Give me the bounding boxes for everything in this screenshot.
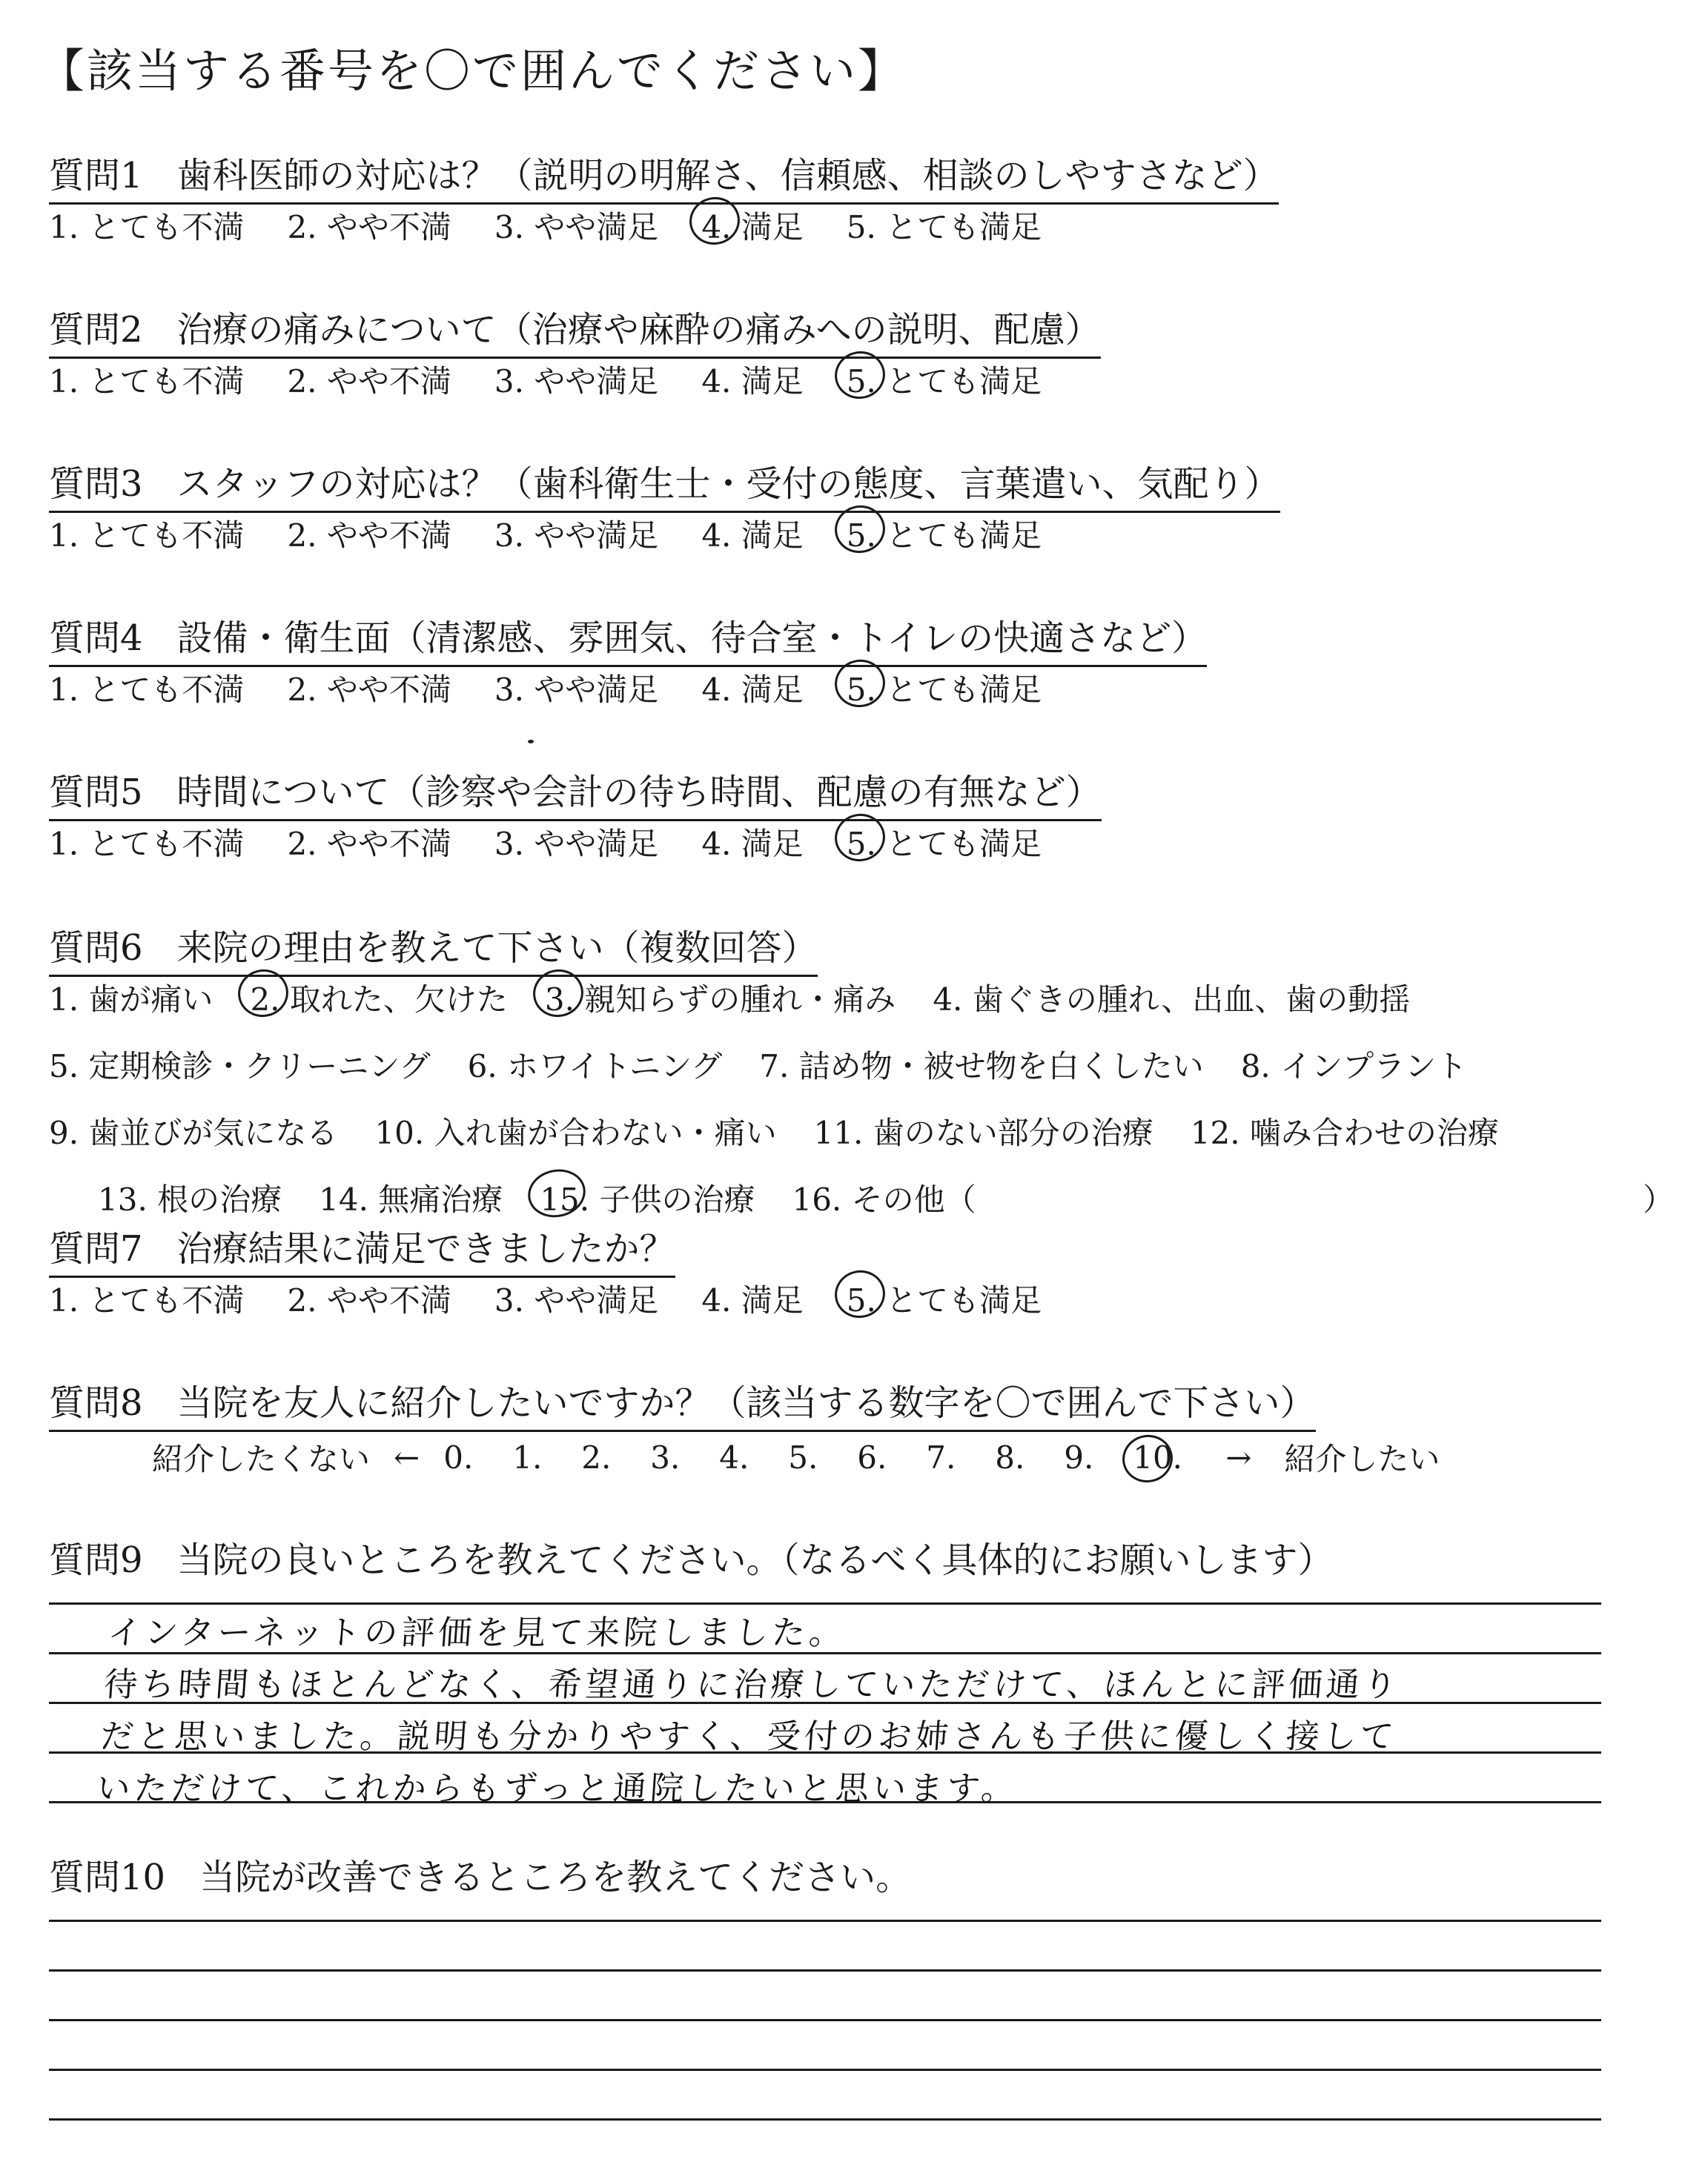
option-1[interactable]: 1. とても不満 xyxy=(49,363,245,400)
question-7-options xyxy=(49,1276,1042,1321)
answer-line: 待ち時間もほとんどなく、希望通りに治療していただけて、ほんとに評価通り xyxy=(102,1665,1402,1704)
ruled-line xyxy=(49,2069,1601,2071)
option-2[interactable]: 2. やや不満 xyxy=(287,363,451,400)
scale-value[interactable]: 0. xyxy=(443,1439,474,1476)
q6-option[interactable]: 5. 定期検診・クリーニング xyxy=(49,1048,431,1084)
option-3[interactable]: 3. やや満足 xyxy=(494,209,659,245)
option-5[interactable]: 5. とても満足 xyxy=(847,1276,1042,1321)
q6-option[interactable]: 14. 無痛治療 xyxy=(319,1181,503,1218)
option-1[interactable]: 1. とても不満 xyxy=(49,517,245,554)
q6-option[interactable]: 7. 詰め物・被せ物を白くしたい xyxy=(759,1048,1204,1084)
question-label: 質問9 xyxy=(49,1539,143,1581)
ruled-line xyxy=(49,2118,1601,2121)
answer-line: だと思いました。説明も分かりやすく、受付のお姉さんも子供に優しく接して xyxy=(99,1717,1399,1756)
question-8-title xyxy=(49,1374,1316,1432)
ruled-line xyxy=(49,2019,1601,2021)
question-5-title xyxy=(49,763,1102,821)
q6-option[interactable]: 9. 歯並びが気になる xyxy=(49,1115,338,1151)
scan-speck xyxy=(528,740,534,743)
q6-option[interactable]: 11. 歯のない部分の治療 xyxy=(813,1115,1153,1151)
question-text: 設備・衛生面（清潔感、雰囲気、待合室・トイレの快適さなど） xyxy=(176,617,1208,659)
question-text: 治療の痛みについて（治療や麻酔の痛みへの説明、配慮） xyxy=(176,309,1101,351)
ruled-line xyxy=(49,1920,1601,1922)
question-label: 質問3 xyxy=(49,463,143,505)
scale-value[interactable]: 10. xyxy=(1133,1439,1202,1476)
option-5[interactable]: 5. とても満足 xyxy=(847,666,1042,710)
option-4[interactable]: 4. 満足 xyxy=(701,826,804,862)
q6-option[interactable]: 8. インプラント xyxy=(1240,1048,1468,1084)
question-label: 質問4 xyxy=(49,617,143,659)
scale-value[interactable]: 4. xyxy=(719,1439,749,1476)
option-4[interactable]: 4. 満足 xyxy=(701,517,804,554)
question-5-options xyxy=(49,820,1042,864)
option-1[interactable]: 1. とても不満 xyxy=(49,1282,245,1319)
option-4[interactable]: 4. 満足 xyxy=(701,363,804,400)
option-3[interactable]: 3. やや満足 xyxy=(494,363,659,400)
option-4[interactable]: 4. 満足 xyxy=(701,1282,804,1319)
question-label: 質問7 xyxy=(49,1228,143,1270)
option-2[interactable]: 2. やや不満 xyxy=(287,209,451,245)
option-2[interactable]: 2. やや不満 xyxy=(287,672,451,708)
question-text: 歯科医師の対応は？（説明の明解さ、信頼感、相談のしやすさなど） xyxy=(176,155,1279,196)
option-2[interactable]: 2. やや不満 xyxy=(287,826,451,862)
q6-row-1 xyxy=(49,975,1536,1020)
question-2-title xyxy=(49,301,1101,359)
question-label: 質問10 xyxy=(49,1857,166,1898)
ruled-line xyxy=(49,1969,1601,1972)
option-4[interactable]: 4. 満足 xyxy=(701,203,803,248)
q6-row-4 xyxy=(98,1176,1675,1220)
scale-value[interactable]: 1. xyxy=(512,1439,543,1476)
q6-row-2 xyxy=(49,1042,1536,1087)
q6-option[interactable]: 4. 歯ぐきの腫れ、出血、歯の動揺 xyxy=(933,981,1411,1018)
scale-value[interactable]: 7. xyxy=(926,1439,956,1476)
q6-option[interactable]: 2. 取れた、欠けた xyxy=(250,975,507,1020)
question-4-title xyxy=(49,609,1207,667)
question-label: 質問5 xyxy=(49,772,143,813)
q6-option[interactable]: 3. 親知らずの腫れ・痛み xyxy=(545,975,896,1020)
option-3[interactable]: 3. やや満足 xyxy=(494,1282,659,1319)
question-4-options xyxy=(49,666,1042,710)
option-1[interactable]: 1. とても不満 xyxy=(49,672,245,708)
other-close-paren: ） xyxy=(1643,1181,1675,1218)
question-6-title xyxy=(49,919,818,977)
option-2[interactable]: 2. やや不満 xyxy=(287,1282,451,1319)
question-label: 質問2 xyxy=(49,309,143,351)
option-1[interactable]: 1. とても不満 xyxy=(49,826,245,862)
question-text: 来院の理由を教えて下さい（複数回答） xyxy=(176,927,818,969)
ruled-line xyxy=(49,1602,1601,1605)
question-9-title xyxy=(49,1531,1334,1587)
option-3[interactable]: 3. やや満足 xyxy=(494,826,659,862)
page-title: 【該当する番号を〇で囲んでください】 xyxy=(39,44,907,98)
scale-value[interactable]: 9. xyxy=(1064,1439,1094,1476)
scale-value[interactable]: 6. xyxy=(857,1439,887,1476)
option-3[interactable]: 3. やや満足 xyxy=(494,672,659,708)
question-2-options xyxy=(49,357,1042,402)
question-9-handwritten-answer xyxy=(95,1607,1615,1814)
question-text: 治療結果に満足できましたか？ xyxy=(176,1228,675,1270)
question-7-title xyxy=(49,1220,675,1278)
option-5[interactable]: 5. とても満足 xyxy=(846,209,1042,245)
question-text: スタッフの対応は？（歯科衛生士・受付の態度、言葉遣い、気配り） xyxy=(176,463,1280,505)
scale-value[interactable]: 5. xyxy=(788,1439,818,1476)
scale-right-label: 紹介したい xyxy=(1284,1441,1440,1477)
question-10-title xyxy=(49,1849,911,1904)
question-10-answer-lines xyxy=(49,1920,1601,2168)
answer-line: インターネットの評価を見て来院しました。 xyxy=(106,1613,848,1652)
question-3-title xyxy=(49,455,1280,513)
q6-option[interactable]: 10. 入れ歯が合わない・痛い xyxy=(374,1115,777,1151)
right-arrow-icon: → xyxy=(1225,1439,1252,1476)
question-1-options xyxy=(49,203,1042,248)
option-1[interactable]: 1. とても不満 xyxy=(49,209,245,245)
q6-option[interactable]: 15. 子供の治療 xyxy=(540,1176,755,1220)
scale-value[interactable]: 3. xyxy=(650,1439,681,1476)
question-3-options xyxy=(49,511,1042,556)
option-5[interactable]: 5. とても満足 xyxy=(847,820,1042,864)
q6-option[interactable]: 16. その他（ xyxy=(792,1181,976,1218)
scale-value[interactable]: 2. xyxy=(581,1439,612,1476)
question-label: 質問6 xyxy=(49,927,143,969)
scale-left-label: 紹介したくない xyxy=(152,1441,371,1477)
option-4[interactable]: 4. 満足 xyxy=(701,672,804,708)
question-label: 質問1 xyxy=(49,155,143,196)
question-6-options xyxy=(49,975,1675,1242)
scale-value[interactable]: 8. xyxy=(995,1439,1025,1476)
q6-option[interactable]: 12. 噛み合わせの治療 xyxy=(1190,1115,1499,1151)
question-label: 質問8 xyxy=(49,1382,143,1424)
option-3[interactable]: 3. やや満足 xyxy=(494,517,659,554)
option-5[interactable]: 5. とても満足 xyxy=(847,357,1042,402)
q6-option[interactable]: 13. 根の治療 xyxy=(98,1181,282,1218)
recommend-scale xyxy=(152,1435,1440,1479)
answer-line: いただけて、これからもずっと通院したいと思います。 xyxy=(95,1768,1020,1808)
q6-option[interactable]: 6. ホワイトニング xyxy=(467,1048,723,1084)
left-arrow-icon: ← xyxy=(394,1439,420,1476)
q6-option[interactable]: 1. 歯が痛い xyxy=(49,981,214,1018)
option-2[interactable]: 2. やや不満 xyxy=(287,517,451,554)
q6-row-3 xyxy=(49,1109,1536,1153)
question-text: 当院を友人に紹介したいですか？（該当する数字を〇で囲んで下さい） xyxy=(176,1382,1316,1424)
question-text: 当院の良いところを教えてください。（なるべく具体的にお願いします） xyxy=(176,1539,1334,1581)
question-text: 当院が改善できるところを教えてください。 xyxy=(199,1857,912,1898)
scale-numbers xyxy=(443,1439,1202,1476)
question-1-title xyxy=(49,147,1279,205)
question-text: 時間について（診察や会計の待ち時間、配慮の有無など） xyxy=(176,772,1102,813)
option-5[interactable]: 5. とても満足 xyxy=(847,511,1042,556)
